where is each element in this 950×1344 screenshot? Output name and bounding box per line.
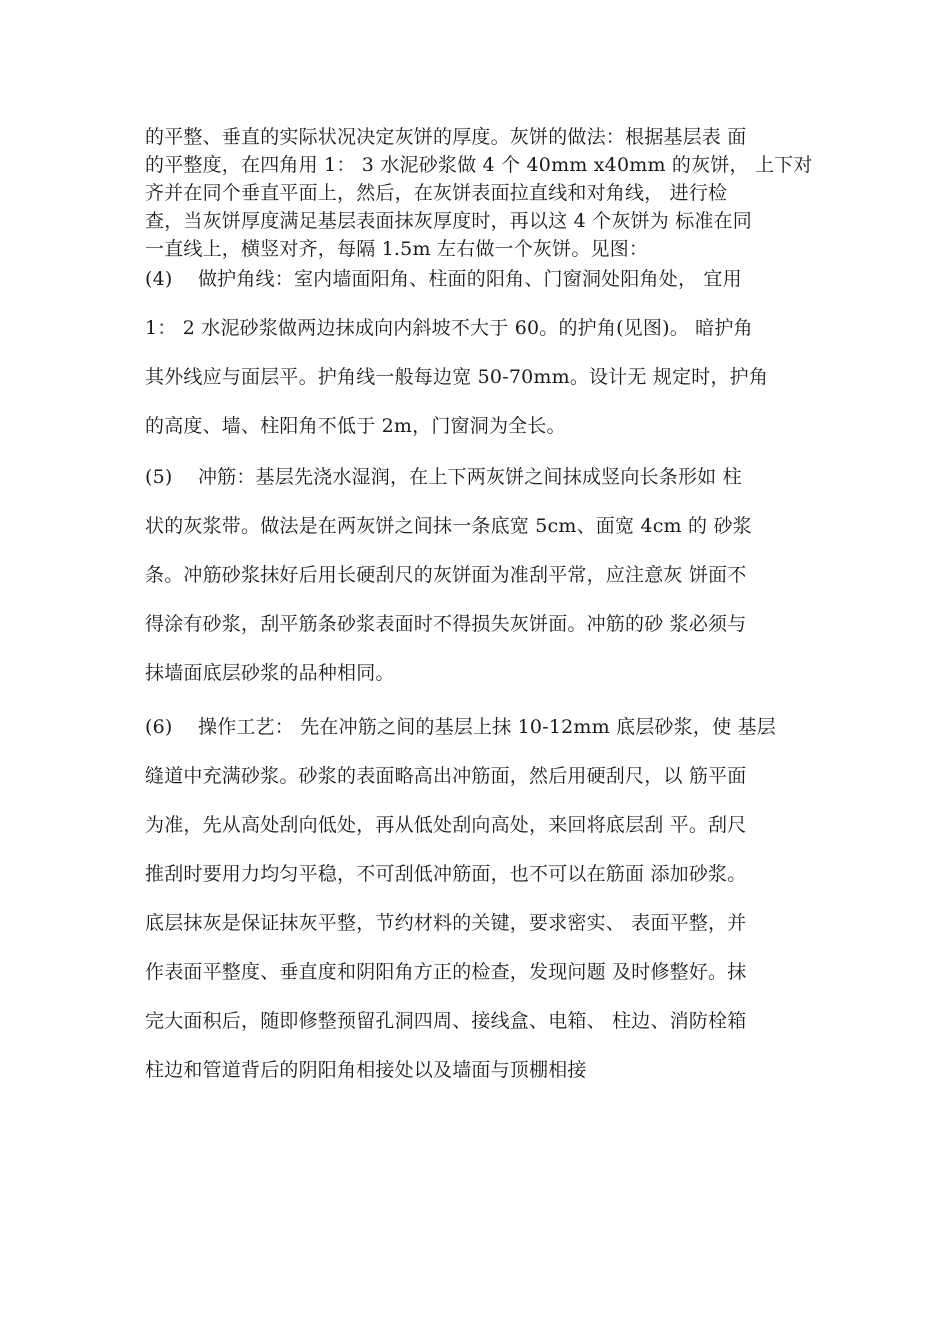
text-line: (6) 操作工艺： 先在冲筋之间的基层上抹 10-12mm 底层砂浆，使 基层 <box>145 716 776 738</box>
text-line: 推刮时要用力均匀平稳，不可刮低冲筋面，也不可以在筋面 添加砂浆。 <box>145 863 747 885</box>
text-line: 得涂有砂浆，刮平筋条砂浆表面时不得损失灰饼面。冲筋的砂 浆必须与 <box>145 613 747 635</box>
text-line: 抹墙面底层砂浆的品种相同。 <box>145 662 395 684</box>
text-line: 条。冲筋砂浆抹好后用长硬刮尺的灰饼面为准刮平常，应注意灰 饼面不 <box>145 564 747 586</box>
text-line: 其外线应与面层平。护角线一般每边宽 50-70mm。设计无 规定时，护角 <box>145 366 769 388</box>
text-line: 完大面积后，随即修整预留孔洞四周、接线盒、电箱、 柱边、消防栓箱 <box>145 1010 747 1032</box>
text-line: 作表面平整度、垂直度和阴阳角方正的检查，发现问题 及时修整好。抹 <box>145 961 747 983</box>
text-line: 缝道中充满砂浆。砂浆的表面略高出冲筋面，然后用硬刮尺，以 筋平面 <box>145 765 747 787</box>
text-line: (5) 冲筋：基层先浇水湿润，在上下两灰饼之间抹成竖向长条形如 柱 <box>145 466 742 488</box>
text-line: 底层抹灰是保证抹灰平整，节约材料的关键，要求密实、 表面平整，并 <box>145 912 747 934</box>
text-line: (4) 做护角线：室内墙面阳角、柱面的阳角、门窗洞处阳角处， 宜用 <box>145 268 742 290</box>
text-line: 状的灰浆带。做法是在两灰饼之间抹一条底宽 5cm、面宽 4cm 的 砂浆 <box>145 515 752 537</box>
text-line: 的平整、垂直的实际状况决定灰饼的厚度。灰饼的做法：根据基层表 面 <box>145 126 747 148</box>
text-line: 一直线上，横竖对齐，每隔 1.5m 左右做一个灰饼。见图： <box>145 238 649 260</box>
text-line: 的高度、墙、柱阳角不低于 2m，门窗洞为全长。 <box>145 415 566 437</box>
text-line: 查，当灰饼厚度满足基层表面抹灰厚度时，再以这 4 个灰饼为 标准在同 <box>145 210 753 232</box>
text-line: 为准，先从高处刮向低处，再从低处刮向高处，来回将底层刮 平。刮尺 <box>145 814 747 836</box>
text-line: 柱边和管道背后的阴阳角相接处以及墙面与顶棚相接 <box>145 1059 587 1081</box>
text-line: 齐并在同个垂直平面上，然后，在灰饼表面拉直线和对角线， 进行检 <box>145 182 728 204</box>
text-line: 1： 2 水泥砂浆做两边抹成向内斜坡不大于 60。的护角(见图)。 暗护角 <box>145 317 753 339</box>
text-line: 的平整度，在四角用 1： 3 水泥砂浆做 4 个 40mm x40mm 的灰饼， 上下对 <box>145 154 813 176</box>
